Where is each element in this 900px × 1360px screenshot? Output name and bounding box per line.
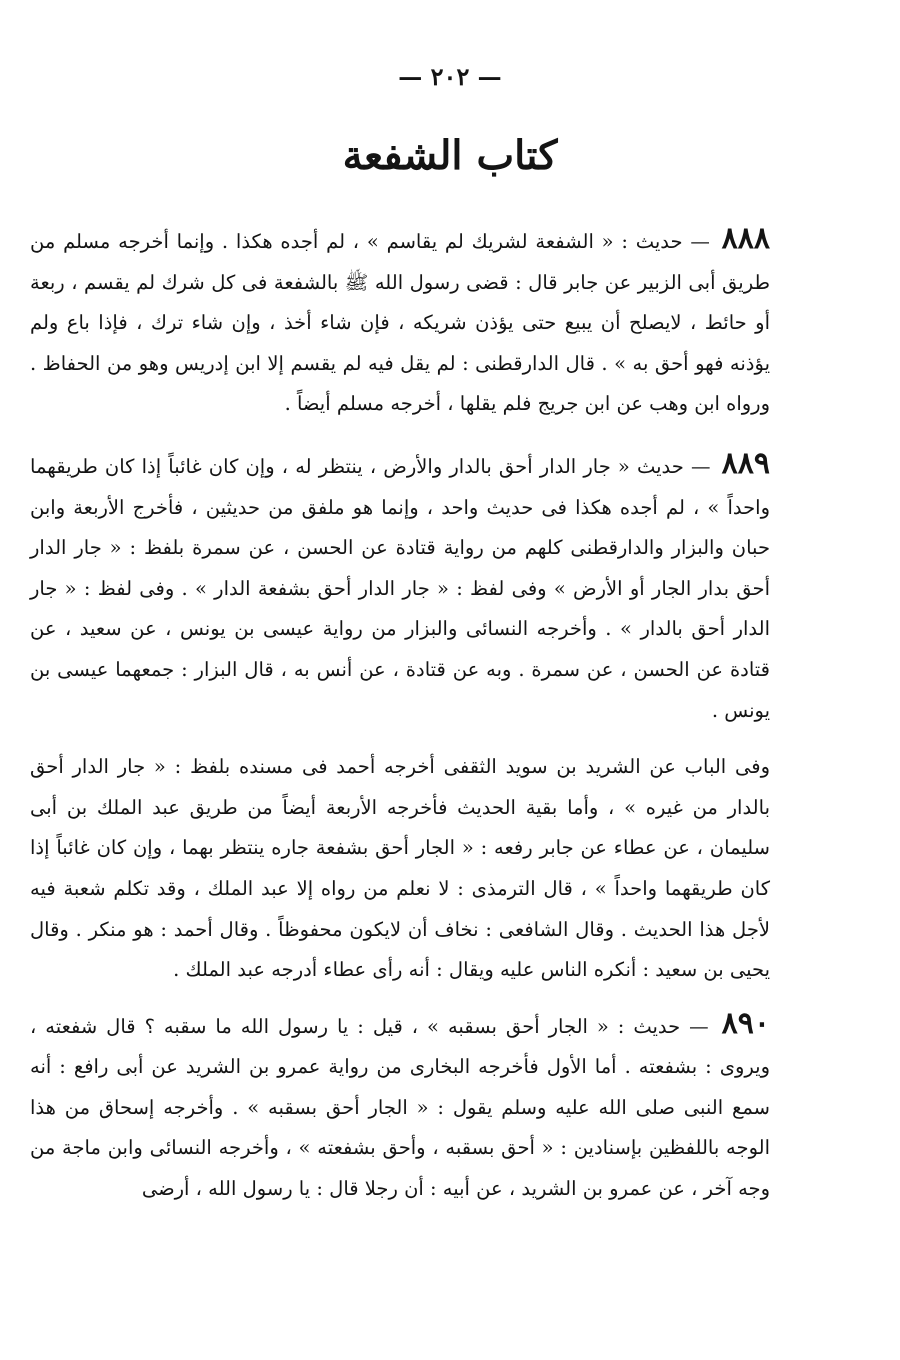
hadith-number: ٨٩٠ [721,1005,770,1041]
hadith-number: ٨٨٩ [721,445,770,481]
hadith-text: — حديث « جار الدار أحق بالدار والأرض ، ينتظر له ، وإن كان غائباً إذا كان طريقهما واحداً » ، لم أجده هكذا فى حديث واحد ، وإنما هو ملفق من حديثين ، فأخرج الأربعة وابن حبان والبزار والدارقطنى كلهم من رواية قتادة عن الحسن ، عن سمرة بلفظ : « جار الدار أحق بدار الجار أو الأرض » وفى لفظ : « جار الدار أحق بشفعة الدار » . وفى لفظ : « جار الدار أحق بالدار » . وأخرجه النسائى والبزار من رواية عيسى بن يونس ، عن سعيد ، عن قتادة عن الحسن ، عن سمرة . وبه عن قتادة ، عن أنس به ، قال البزار : جمعهما عيسى بن يونس . [30,454,770,722]
body-text [30,222,770,1210]
hadith-889-paragraph [30,447,770,731]
hadith-number: ٨٨٨ [721,221,770,256]
hadith-890-paragraph [30,1007,770,1210]
page-number: — ٢٠٢ — [398,62,502,91]
hadith-888-paragraph [30,222,770,425]
hadith-text: — حديث : « الجار أحق بسقبه » ، قيل : يا رسول الله ما سقبه ؟ قال شفعته ، ويروى : بشفعته . أما الأول فأخرجه البخارى من رواية عمرو بن الشريد عن أبى رافع : أنه سمع النبى صلى الله عليه وسلم يقول : « الجار أحق بسقبه » . وأخرجه إسحاق من هذا الوجه باللفظين بإسنادين : « أحق بسقبه ، وأحق بشفعته » ، وأخرجه النسائى وابن ماجة من وجه آخر ، عن عمرو بن الشريد ، عن أبيه : أن رجلا قال : يا رسول الله ، أرضى [30,1014,770,1201]
hadith-text: — حديث : « الشفعة لشريك لم يقاسم » ، لم أجده هكذا . وإنما أخرجه مسلم من طريق أبى الزبير عن جابر قال : قضى رسول الله ﷺ بالشفعة فى كل شرك لم يقسم ، ربعة أو حائط ، لايصلح أن يبيع حتى يؤذن شريكه ، فإن شاء أخذ ، وإن شاء ترك ، فإذا باع ولم يؤذنه فهو أحق به » . قال الدارقطنى : لم يقل فيه لم يقسم إلا ابن إدريس وهو من الحفاظ . ورواه ابن وهب عن ابن جريج فلم يقلها ، أخرجه مسلم أيضاً . [30,230,770,416]
commentary-text: وفى الباب عن الشريد بن سويد الثقفى أخرجه أحمد فى مسنده بلفظ : « جار الدار أحق بالدار من غيره » ، وأما بقية الحديث فأخرجه الأربعة أيضاً من طريق عبد الملك بن أبى سليمان ، عن عطاء عن جابر رفعه : « الجار أحق بشفعة جاره ينتظر بهما ، وإن كان غائباً إذا كان طريقهما واحداً » ، قال الترمذى : لا نعلم من رواه إلا عبد الملك ، وقد تكلم شعبة فيه لأجل هذا الحديث . وقال الشافعى : نخاف أن لايكون محفوظاً . وقال أحمد : هو منكر . وقال يحيى بن سعيد : أنكره الناس عليه ويقال : أنه رأى عطاء أدرجه عبد الملك . [30,755,770,982]
commentary-paragraph [30,747,770,991]
chapter-title: كتاب الشفعة [342,132,558,179]
